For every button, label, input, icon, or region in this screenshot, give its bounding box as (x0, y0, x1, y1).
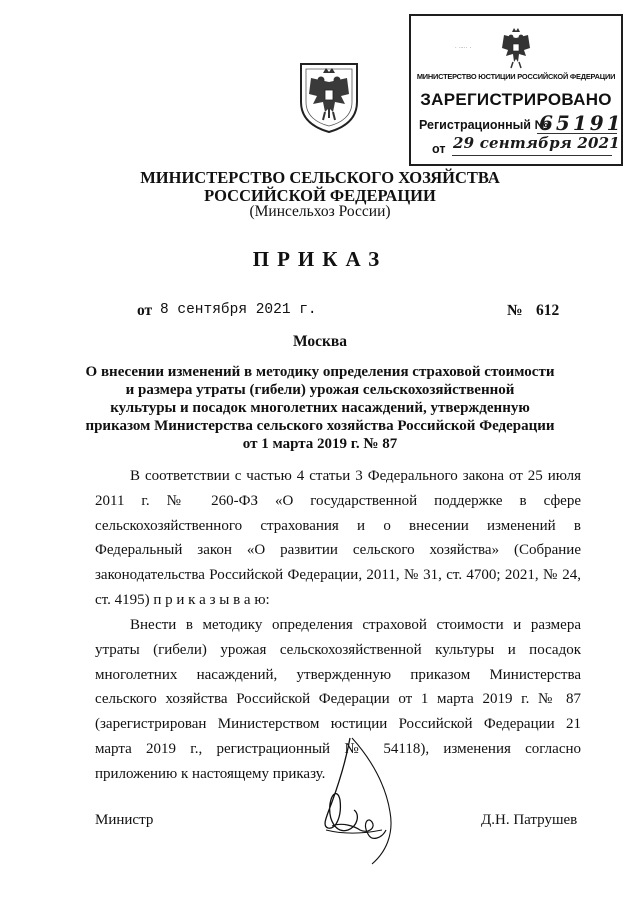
coat-of-arms-emblem (297, 60, 361, 134)
body-paragraph-2: Внести в методику определения страховой стоимости и размера утраты (гибели) урожая сельскохозяйственной культуры и посадок многолетних насаждений, утвержденную приказом Министерства сельского хозяйства Российской Федерации от 1 марта 2019 г. № 87 (зарегистрирован Министерством юстиции Российской Федерации 21 марта 2019 г., регистрационный № 54118), изменения согласно приложению к настоящему приказу. (95, 617, 581, 782)
signatory-title: Министр (95, 812, 154, 828)
document-type-title: ПРИКАЗ (252, 247, 388, 271)
stamp-ministry: МИНИСТЕРСТВО ЮСТИЦИИ РОССИЙСКОЙ ФЕДЕРАЦИИ (416, 72, 616, 81)
order-city: Москва (292, 333, 348, 350)
handwritten-signature (302, 730, 412, 870)
order-number: 612 (536, 302, 560, 319)
stamp-date: 29 сентября 2021 (453, 134, 620, 152)
order-date-prefix: от (137, 302, 153, 319)
stamp-emblem (496, 26, 536, 70)
subject-line-4: приказом Министерства сельского хозяйства Российской Федерации (85, 418, 555, 434)
stamp-emblem-label: · ·-·· · (455, 45, 472, 51)
stamp-status: ЗАРЕГИСТРИРОВАНО (420, 90, 612, 109)
registration-stamp (409, 14, 623, 166)
stamp-reg-number: 65191 (539, 111, 624, 135)
subject-line-3: культуры и посадок многолетних насаждений, утвержденную (110, 400, 530, 416)
signatory-name: Д.Н. Патрушев (481, 812, 578, 828)
ministry-short-name: (Минсельхоз России) (249, 203, 391, 220)
stamp-date-label: от (432, 142, 446, 156)
subject-line-1: О внесении изменений в методику определения страховой стоимости (85, 364, 555, 380)
stamp-reg-number-label: Регистрационный № (419, 118, 549, 132)
order-date: 8 сентября 2021 г. (160, 302, 317, 318)
subject-line-5: от 1 марта 2019 г. № 87 (242, 436, 398, 452)
ministry-name-line1: МИНИСТЕРСТВО СЕЛЬСКОГО ХОЗЯЙСТВА (140, 168, 500, 187)
order-number-label: № (507, 302, 523, 319)
subject-line-2: и размера утраты (гибели) урожая сельскохозяйственной (125, 382, 515, 398)
ministry-name-line2: РОССИЙСКОЙ ФЕДЕРАЦИИ (204, 186, 436, 205)
body-paragraph-1: В соответствии с частью 4 статьи 3 Федерального закона от 25 июля 2011 г. № 260-ФЗ «О государственной поддержке в сфере сельскохозяйственного страхования и о внесении изменений в Федеральный закон «О развитии сельского хозяйства» (Собрание законодательства Российской Федерации, 2011, № 31, ст. 4700; 2021, № 24, ст. 4195) п р и к а з ы в а ю: (95, 468, 581, 608)
stamp-date-underline (452, 155, 612, 156)
